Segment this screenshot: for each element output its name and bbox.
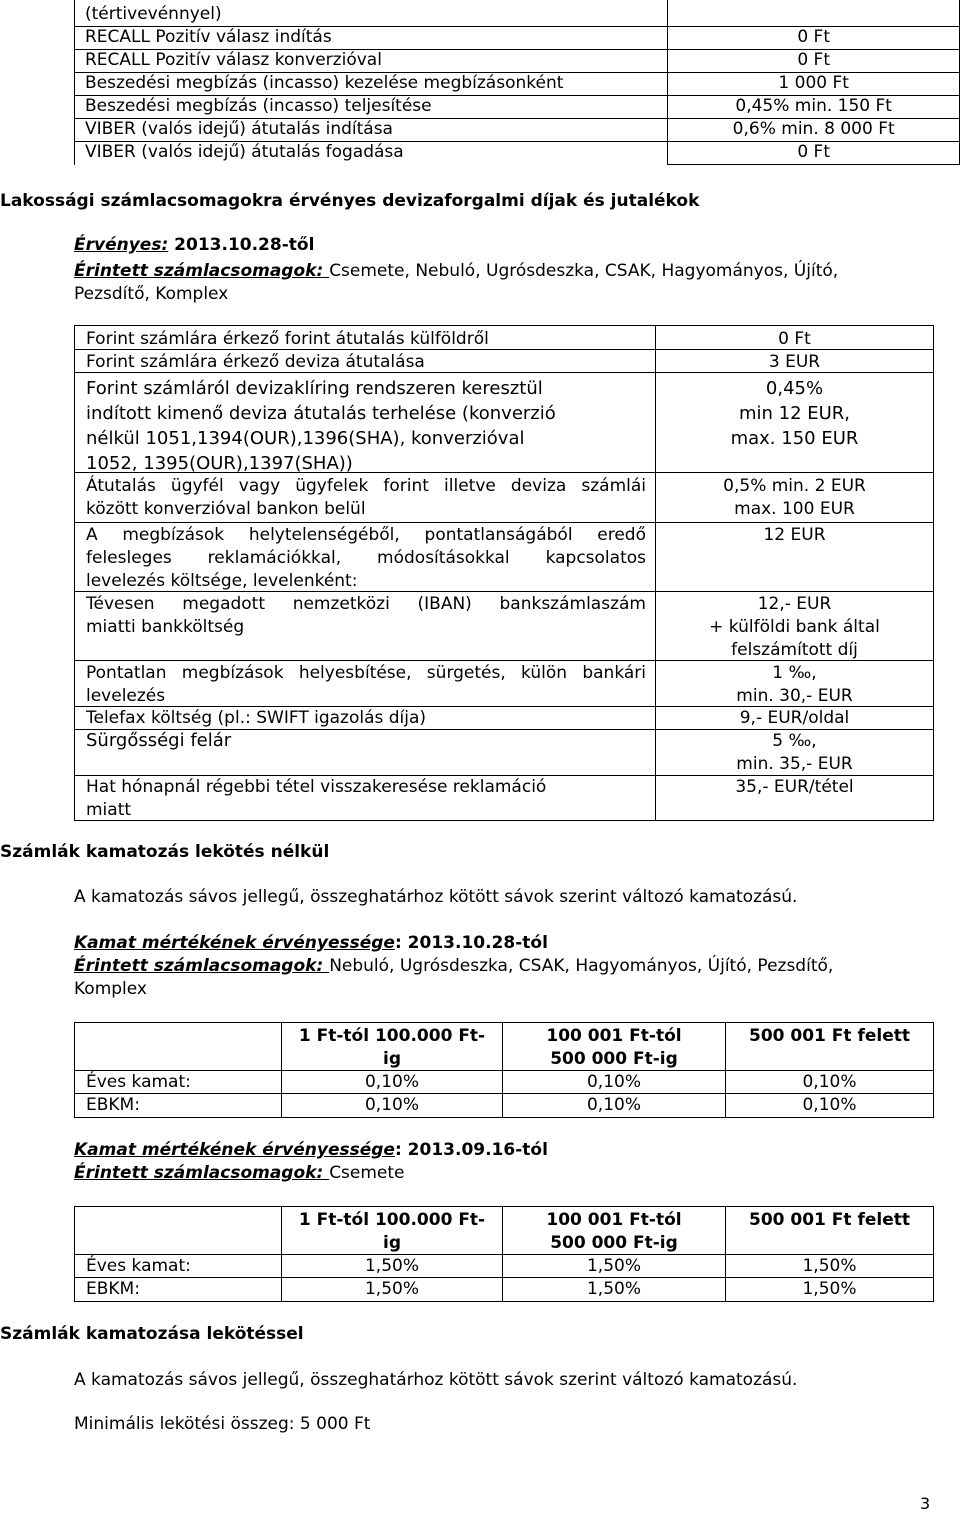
fee-value: 0 Ft (778, 329, 811, 349)
rate-header: 1 Ft-tól 100.000 Ft- ig (298, 1026, 486, 1069)
fee-label: Sürgősségi felár (86, 730, 232, 751)
section-note: A kamatozás sávos jellegű, összeghatárhoz kötött sávok szerint változó kamatozású. (74, 887, 798, 907)
rate-header: 1 Ft-tól 100.000 Ft- ig (298, 1210, 486, 1253)
rate-value: 0,10% (802, 1072, 857, 1092)
validity-line (74, 235, 314, 255)
rate-row-label: Éves kamat: (86, 1072, 191, 1092)
rate-table (74, 1022, 934, 1118)
rate-value: 1,50% (802, 1279, 857, 1299)
validity-line (74, 1140, 548, 1160)
packages-value: Csemete (329, 1163, 405, 1183)
packages-label: Érintett számlacsomagok: (74, 956, 330, 976)
table-cell: (tértivevénnyel) RECALL Pozitív válasz indítás RECALL Pozitív válasz konverzióval Beszedési megbízás (incasso) kezelése megbízásonként Beszedési megbízás (incasso) teljesítése VIBER (valós idejű) átutalás indítása VIBER (valós idejű) átutalás fogadása (75, 0, 668, 165)
fee-label: Átutalás ügyfél vagy ügyfelek forint illetve deviza számlái között konverzióval bankon belül (86, 476, 646, 519)
validity-label: Kamat mértékének érvényessége (74, 1140, 395, 1160)
packages-value: Nebuló, Ugrósdeszka, CSAK, Hagyományos, Újító, Pezsdítő, (329, 956, 834, 976)
rate-value: 1,50% (364, 1279, 419, 1299)
fee-label: Pontatlan megbízások helyesbítése, sürgetés, külön bankári levelezés (86, 663, 646, 706)
rate-value: 0,10% (586, 1072, 641, 1092)
packages-line (74, 1163, 405, 1183)
fee-value: 3 EUR (768, 352, 821, 372)
validity-label: Kamat mértékének érvényessége (74, 933, 395, 953)
rate-value: 1,50% (802, 1256, 857, 1276)
fee-value: 12,- EUR + külföldi bank által felszámított díj (709, 594, 880, 660)
rate-value: 1,50% (586, 1256, 641, 1276)
section-title: Lakossági számlacsomagokra érvényes devizaforgalmi díjak és jutalékok (0, 191, 700, 211)
packages-label: Érintett számlacsomagok: (74, 261, 330, 281)
rate-table (74, 1206, 934, 1302)
rate-row-label: EBKM: (86, 1095, 140, 1115)
validity-value: : 2013.10.28-tól (394, 933, 548, 953)
rate-value: 1,50% (586, 1279, 641, 1299)
fee-label: Forint számláról devizaklíring rendszeren keresztül indított kimenő deviza átutalás terhelése (konverzió nélkül 1051,1394(OUR),1396(SHA), konverzióval 1052, 1395(OUR),1397(SHA)) (86, 378, 556, 474)
min-amount: Minimális lekötési összeg: 5 000 Ft (74, 1414, 371, 1434)
fee-value: 35,- EUR/tétel (735, 777, 854, 797)
validity-line (74, 933, 548, 953)
fee-value: 12 EUR (763, 525, 826, 545)
validity-value: : 2013.09.16-tól (394, 1140, 548, 1160)
rate-header: 500 001 Ft felett (748, 1026, 910, 1046)
validity-value: 2013.10.28-től (168, 235, 315, 255)
rate-header: 100 001 Ft-tól 500 000 Ft-ig (546, 1026, 682, 1069)
section-title: Számlák kamatozás lekötés nélkül (0, 842, 330, 862)
section-note: A kamatozás sávos jellegű, összeghatárhoz kötött sávok szerint változó kamatozású. (74, 1370, 798, 1390)
section-title: Számlák kamatozása lekötéssel (0, 1324, 304, 1344)
fee-table (74, 325, 934, 821)
fee-label: Forint számlára érkező forint átutalás külföldről (86, 329, 489, 349)
packages-value: Csemete, Nebuló, Ugrósdeszka, CSAK, Hagyományos, Újító, (329, 261, 839, 281)
rate-row-label: EBKM: (86, 1279, 140, 1299)
packages-line (74, 956, 833, 976)
rate-header: 500 001 Ft felett (748, 1210, 910, 1230)
packages-line-2: Pezsdítő, Komplex (74, 284, 229, 304)
rate-row-label: Éves kamat: (86, 1256, 191, 1276)
fee-label: A megbízások helytelenségéből, pontatlanságából eredő felesleges reklamációkkal, módosításokkal kapcsolatos levelezés költsége, levelenként: (86, 525, 646, 591)
fee-label: Forint számlára érkező deviza átutalása (86, 352, 425, 372)
packages-line (74, 261, 944, 281)
rate-value: 0,10% (364, 1095, 419, 1115)
rate-value: 0,10% (802, 1095, 857, 1115)
fee-value: 0,45% min 12 EUR, max. 150 EUR (730, 378, 859, 449)
fee-value: 0,5% min. 2 EUR max. 100 EUR (723, 476, 866, 519)
fee-label: Tévesen megadott nemzetközi (IBAN) bankszámlaszám miatti bankköltség (86, 594, 646, 637)
fee-value: 1 ‰, min. 30,- EUR (736, 663, 853, 706)
fee-value: 9,- EUR/oldal (739, 708, 850, 728)
packages-label: Érintett számlacsomagok: (74, 1163, 330, 1183)
validity-label: Érvényes: (74, 235, 169, 255)
fee-value: 5 ‰, min. 35,- EUR (736, 731, 853, 774)
packages-line-2: Komplex (74, 979, 147, 999)
rate-value: 1,50% (364, 1256, 419, 1276)
table-cell: 0 Ft 0 Ft 1 000 Ft 0,45% min. 150 Ft 0,6% min. 8 000 Ft 0 Ft (668, 0, 960, 165)
fee-label: Telefax költség (pl.: SWIFT igazolás díja) (86, 708, 427, 728)
rate-value: 0,10% (586, 1095, 641, 1115)
fee-label: Hat hónapnál régebbi tétel visszakeresése reklamáció miatt (86, 777, 547, 820)
page-number: 3 (920, 1494, 931, 1513)
rate-header: 100 001 Ft-tól 500 000 Ft-ig (546, 1210, 682, 1253)
rate-value: 0,10% (364, 1072, 419, 1092)
